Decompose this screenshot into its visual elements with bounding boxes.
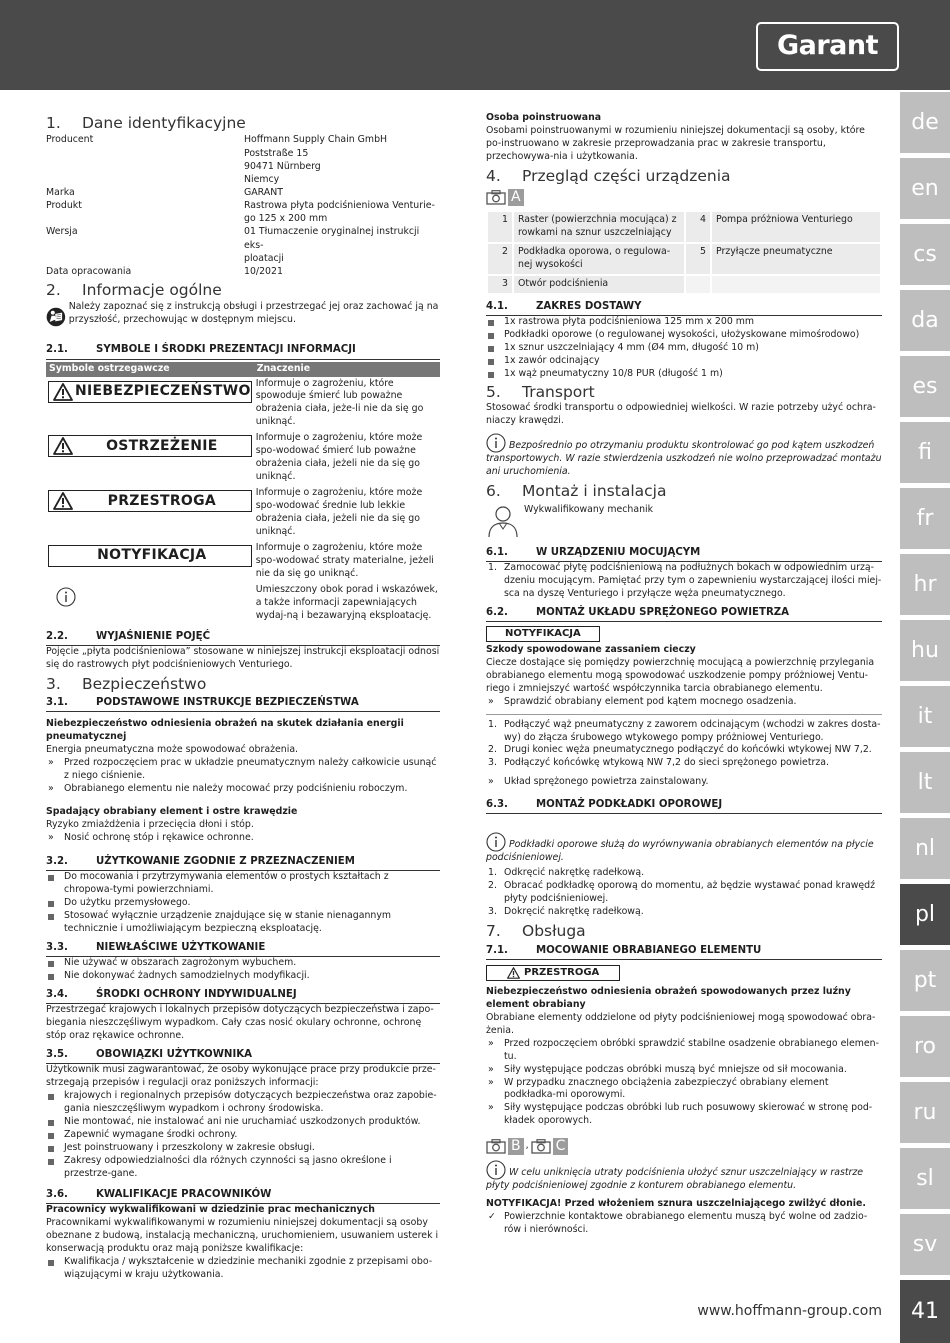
symbol-meaning: Informuje o zagrożeniu, które może spo-wodować śmierć lub poważne obrażenia ciała, jeżeli nie da się go uniknąć. [254, 431, 440, 486]
part-name: Pompa próżniowa Venturiego [711, 211, 881, 243]
hazard-text: Energia pneumatyczna może spowodować obrażenia. [46, 744, 299, 756]
step [486, 719, 882, 745]
symbol-cell [46, 377, 254, 431]
parts-row [487, 211, 881, 243]
step-number: 2. [488, 880, 497, 892]
meaning-col-header: Znaczenie [254, 362, 440, 377]
list-item: Nie używać w obszarach zagrożonym wybuchem. [46, 957, 440, 970]
stop-washer-steps [486, 867, 882, 919]
hazard-heading: Niebezpieczeństwo odniesienia obrażeń na skutek działania energii pneumatycznej [46, 718, 404, 743]
symbol-meaning: Informuje o zagrożeniu, które spowoduje śmierć lub poważne obrażenia ciała, jeże-li nie da się go uniknąć. [254, 377, 440, 431]
symbol-meaning: Umieszczony obok porad i wskazówek, a także informacji zapewniających wydaj-ną i bezawaryjną eksploatację. [254, 583, 440, 625]
section-heading: 3. Bezpieczeństwo [46, 674, 207, 693]
language-tab-fi[interactable]: fi [900, 420, 950, 483]
list-item: » Siły występujące podczas obróbki lub ruch posuwowy skierować w stronę pod-kładek oporowych. [486, 1102, 882, 1128]
language-tab-hr[interactable]: hr [900, 552, 950, 615]
parts-row [487, 275, 881, 294]
hazard-actions [46, 832, 440, 845]
notice-line: NOTYFIKACJA! Przed włożeniem sznura uszczelniającego zwilżyć dłonie. [486, 1198, 866, 1210]
warning-triangle-icon [53, 437, 73, 455]
signal-word: OSTRZEŻENIE [106, 437, 218, 454]
footer-url[interactable]: www.hoffmann-group.com [697, 1303, 882, 1319]
section-heading: 5. Transport [486, 383, 595, 402]
language-tab-en[interactable]: en [900, 156, 950, 219]
ident-label: Produkt [46, 200, 82, 212]
step-number: 3. [488, 906, 497, 918]
warning-triangle-icon [507, 967, 520, 979]
compressed-air-steps [486, 719, 882, 771]
instructed-text: Osobami poinstruowanymi w rozumieniu niniejszej dokumentacji są osoby, które po-instruowano w zakresie przeprowadzania prac w zakresie transportu, przechowywa-nia i użytkowania. [486, 124, 865, 162]
language-tab-da[interactable]: da [900, 288, 950, 351]
info-icon [486, 832, 506, 852]
section-heading: 7. Obsługa [486, 922, 586, 941]
step-number: 1. [488, 718, 497, 730]
step-text: Dokręcić nakrętkę radełkową. [504, 906, 644, 918]
signal-word-box [48, 545, 252, 567]
compressed-air-result [486, 776, 882, 789]
check-item: ✓ Powierzchnie kontaktowe obrabianego elementu muszą być wolne od zadzio-rów i nierówności. [486, 1211, 882, 1237]
step [486, 880, 882, 906]
ppe-text: Przestrzegać krajowych i lokalnych przepisów dotyczących bezpieczeństwa i zapo-biegania nieszczęśliwym wypadkom. Cały czas nosić okulary ochronne, ochronę stóp oraz rękawice ochronne. [46, 1004, 434, 1042]
list-item: 1x zawór odcinający [486, 355, 882, 368]
step [486, 757, 882, 770]
list-item: Do użytku przemysłowego. [46, 897, 440, 910]
part-number: 3 [487, 275, 513, 294]
language-tab-es[interactable]: es [900, 354, 950, 417]
list-item: Podkładki oporowe (o regulowanej wysokości, ułożyskowane mimośrodowo) [486, 329, 882, 342]
step-number: 2. [488, 744, 497, 756]
list-item: 1x sznur uszczelniający 4 mm (Ø4 mm, długość 10 m) [486, 342, 882, 355]
info-note-text: Bezpośrednio po otrzymaniu produktu skontrolować go pod kątem uszkodzeń transportowych. W razie stwierdzenia uszkodzeń nie wolno przeprowadzać montażu ani uruchomienia. [486, 440, 882, 478]
list-item: 1x wąż pneumatyczny 10/8 PUR (długość 1 m) [486, 368, 882, 381]
qualification-list [46, 1256, 440, 1282]
list-item: » Siły występujące podczas obróbki muszą być mniejsze od sił mocowania. [486, 1064, 882, 1077]
language-tab-lt[interactable]: lt [900, 750, 950, 813]
list-item: Jest poinstruowany i przeszkolony w zakresie obsługi. [46, 1142, 440, 1155]
definition-text: Pojęcie „płyta podciśnieniowa” stosowane w niniejszej instrukcji eksploatacji odnosi się do rastrowych płyt podciśnieniowych Venturiego. [46, 646, 440, 670]
language-tab-ro[interactable]: ro [900, 1014, 950, 1077]
symbol-row [46, 431, 440, 486]
section-heading: 6. Montaż i instalacja [486, 482, 667, 501]
info-note-text: W celu uniknięcia utraty podciśnienia ułożyć sznur uszczelniający w rastrze płyty podciśnieniowej zgodnie z konturem obrabianego elementu. [486, 1167, 864, 1192]
subsection-heading: 3.2. UŻYTKOWANIE ZGODNIE Z PRZEZNACZENIEM [46, 855, 440, 871]
hazard-text: Ryzyko zmiażdżenia i przecięcia dłoni i stóp. [46, 819, 254, 831]
section-heading: 2. Informacje ogólne [46, 281, 222, 300]
signal-word-box [48, 381, 252, 403]
part-name [711, 275, 881, 294]
step [486, 867, 882, 880]
mechanic-person-icon [486, 504, 520, 538]
subsection-heading: 3.4. ŚRODKI OCHRONY INDYWIDUALNEJ [46, 988, 440, 1004]
symbol-row [46, 541, 440, 583]
step-number: 3. [488, 757, 497, 769]
symbol-cell [46, 486, 254, 541]
list-item: » Układ sprężonego powietrza zainstalowany. [486, 776, 882, 789]
mounting-steps [486, 562, 882, 601]
part-name: Otwór podciśnienia [513, 275, 685, 294]
list-item: 1x rastrowa płyta podciśnieniowa 125 mm x 200 mm [486, 316, 882, 329]
step [486, 906, 882, 919]
qualified-person-label: Wykwalifikowany mechanik [524, 503, 654, 515]
language-tab-pt[interactable]: pt [900, 948, 950, 1011]
language-tab-cs[interactable]: cs [900, 222, 950, 285]
caution-text: Obrabiane elementy oddzielone od płyty podciśnieniowej mogą spowodować obra-żenia. [486, 1011, 876, 1036]
part-number: 2 [487, 243, 513, 275]
list-item: » Obrabianego elementu nie należy mocować przy podciśnieniu roboczym. [46, 783, 440, 796]
symbol-row [46, 377, 440, 431]
hazard-heading: Spadający obrabiany element i ostre krawędzie [46, 806, 298, 818]
list-item: Kwalifikacja / wykształcenie w dziedzinie mechaniki zgodnie z przepisami obo-wiązującymi w kraju użytkowania. [46, 1256, 440, 1282]
caution-heading: Niebezpieczeństwo odniesienia obrażeń spowodowanych przez luźny element obrabiany [486, 985, 851, 1010]
info-icon [486, 1160, 506, 1180]
warning-triangle-icon [53, 492, 73, 510]
operator-duties-list [46, 1090, 440, 1181]
figure-reference [486, 1138, 882, 1155]
ident-label: Producent [46, 134, 94, 146]
ident-label: Marka [46, 187, 75, 198]
camera-icon [486, 1139, 506, 1154]
intended-use-list [46, 871, 440, 936]
list-item: krajowych i regionalnych przepisów dotyczących bezpieczeństwa oraz zapobie-gania nieszczęśliwym wypadkom i ochrony środowiska. [46, 1090, 440, 1116]
info-icon [486, 433, 506, 453]
symbol-meaning: Informuje o zagrożeniu, które może spo-wodować średnie lub lekkie obrażenia ciała, jeżeli nie da się go uniknąć. [254, 486, 440, 541]
symbol-row [46, 486, 440, 541]
list-item: » Przed rozpoczęciem obróbki sprawdzić stabilne osadzenie obrabianego elemen-tu. [486, 1038, 882, 1064]
caution-badge [486, 965, 620, 981]
figure-reference [486, 189, 882, 206]
part-number: 1 [487, 211, 513, 243]
list-item: » Nosić ochronę stóp i rękawice ochronne. [46, 832, 440, 845]
step-text: Podłączyć wąż pneumatyczny z zaworem odcinającym (wchodzi w zakres dosta-wy) do złącza śrubowego wtykowego pompy próżniowej Venturiego. [504, 718, 881, 743]
ident-label: Wersja [46, 226, 78, 238]
step [486, 562, 882, 601]
figure-letter: B [508, 1138, 524, 1155]
signal-word: NOTYFIKACJA [97, 547, 207, 564]
section-heading: 4. Przegląd części urządzenia [486, 166, 731, 185]
info-icon [56, 587, 76, 607]
ident-label: Data opracowania [46, 265, 132, 277]
signal-word-box [48, 435, 252, 457]
figure-letter: A [508, 189, 524, 206]
manual-note-text: Należy zapoznać się z instrukcją obsługi i przestrzegać jej oraz zachować ją na przyszłość, przechowując w dostępnym miejscu. [68, 301, 439, 326]
parts-row [487, 243, 881, 275]
signal-word: NIEBEZPIECZEŃSTWO [75, 382, 251, 399]
step-text: Obracać podkładkę oporową do momentu, aż będzie wystawać ponad krawędź płyty podciśnieniowej. [504, 880, 876, 905]
subsection-heading: 2.1. SYMBOLE I ŚRODKI PREZENTACJI INFORMACJI [46, 343, 440, 359]
header-bar [0, 0, 950, 90]
list-item: Zapewnić wymagane środki ochrony. [46, 1129, 440, 1142]
qualified-person [486, 504, 882, 538]
subsection-heading: 6.2. MONTAŻ UKŁADU SPRĘŻONEGO POWIETRZA [486, 606, 882, 622]
subsection-heading: 7.1. MOCOWANIE OBRABIANEGO ELEMENTU [486, 944, 882, 960]
step-number: 1. [488, 867, 497, 879]
language-tab-it[interactable]: it [900, 684, 950, 747]
info-note [486, 433, 882, 479]
part-number [685, 275, 711, 294]
language-tab-de[interactable]: de [900, 90, 950, 153]
subsection-heading: 3.1. PODSTAWOWE INSTRUKCJE BEZPIECZEŃSTWA [46, 696, 440, 712]
info-note-text: Podkładki oporowe służą do wyrównywania obrabianych elementów na płycie podciśnieniowej. [486, 839, 874, 864]
subsection-heading: 2.2. WYJAŚNIENIE POJĘĆ [46, 630, 440, 646]
subsection-heading: 3.6. KWALIFIKACJE PRACOWNIKÓW [46, 1188, 440, 1204]
list-item: Zakresy odpowiedzialności dla różnych czynności są jasno określone i przestrze-gane. [46, 1155, 440, 1181]
figure-letter: C [553, 1138, 569, 1155]
notice-text: Ciecze dostające się pomiędzy powierzchnię mocującą a powierzchnię przylegania obrabianego elementu mogą spowodować uszkodzenie pompy próżniowej Ventu-riego i zmniejszyć wartość współczynnika tarcia obrabianego elementu. [486, 656, 875, 694]
part-number: 5 [685, 243, 711, 275]
ident-value: GARANT [244, 187, 283, 198]
language-tab-sl[interactable]: sl [900, 1146, 950, 1209]
ident-value: 10/2021 [244, 265, 283, 277]
language-tab-fr[interactable]: fr [900, 486, 950, 549]
identification-table [46, 133, 440, 278]
list-item: Stosować wyłącznie urządzenie znajdujące się w stanie nienagannym technicznie i umożliwiającym bezpieczną eksploatację. [46, 910, 440, 936]
step-text: Zamocować płytę podciśnieniową na podłużnych bokach w odpowiednim urzą-dzeniu mocującym. Pamiętać przy tym o zapewnieniu wystarczającej ilości miej-sca na dyszę Venturiego i przyłącze węża pneumatycznego. [504, 561, 882, 599]
notice-heading: Szkody spowodowane zassaniem cieczy [486, 643, 696, 655]
list-item: Nie montować, nie instalować ani nie uruchamiać uszkodzonych produktów. [46, 1116, 440, 1129]
signal-word: PRZESTROGA [107, 492, 217, 509]
figure-separator: , [525, 1140, 529, 1152]
info-note [486, 832, 882, 865]
misuse-list [46, 957, 440, 983]
camera-icon [531, 1139, 551, 1154]
section-heading: 1. Dane identyfikacyjne [46, 114, 246, 132]
list-item: » Przed rozpoczęciem prac w układzie pneumatycznym należy całkowicie usunąć z niego ciśnienie. [46, 757, 440, 783]
symbol-row [46, 583, 440, 625]
parts-table [486, 210, 882, 295]
ident-value: Hoffmann Supply Chain GmbH Poststraße 15 90471 Nürnberg Niemcy [244, 134, 388, 185]
camera-icon [486, 190, 506, 205]
manual-note [46, 301, 440, 333]
language-tab-pl[interactable]: pl [900, 882, 950, 945]
notice-actions [486, 696, 882, 709]
part-name: Przyłącze pneumatyczne [711, 243, 881, 275]
step-text: Drugi koniec węża pneumatycznego podłączyć do końcówki wtykowej NW 7,2. [504, 744, 872, 756]
operator-duties-text: Użytkownik musi zagwarantować, że osoby wykonujące prace przy produkcie prze-strzegają przepisów i regulacji oraz poniższych informacji: [46, 1064, 436, 1089]
symbol-cell [46, 583, 254, 625]
language-tab-hu[interactable]: hu [900, 618, 950, 681]
subsection-heading: 4.1. ZAKRES DOSTAWY [486, 300, 882, 316]
garant-logo: Garant [756, 22, 899, 71]
signal-word-box [48, 490, 252, 512]
left-column [46, 112, 440, 1282]
ident-value: Rastrowa płyta podciśnieniowa Venturie- go 125 x 200 mm [244, 200, 435, 225]
read-manual-icon [46, 301, 66, 333]
list-item: Nie dokonywać żadnych samodzielnych modyfikacji. [46, 970, 440, 983]
subsection-heading: 3.5. OBOWIĄZKI UŻYTKOWNIKA [46, 1048, 440, 1064]
list-item: » Sprawdzić obrabiany element pod kątem mocnego osadzenia. [486, 696, 882, 709]
symbols-table [46, 362, 440, 625]
subsection-heading: 6.3. MONTAŻ PODKŁADKI OPOROWEJ [486, 798, 882, 814]
caution-badge-label: PRZESTROGA [524, 966, 600, 978]
language-tab-nl[interactable]: nl [900, 816, 950, 879]
qualification-heading: Pracownicy wykwalifikowani w dziedzinie prac mechanicznych [46, 1203, 375, 1215]
symbols-col-header: Symbole ostrzegawcze [46, 362, 254, 377]
language-tab-ru[interactable]: ru [900, 1080, 950, 1143]
hazard-actions [46, 757, 440, 796]
subsection-heading: 3.3. NIEWŁAŚCIWE UŻYTKOWANIE [46, 941, 440, 957]
subsection-heading: 6.1. W URZĄDZENIU MOCUJĄCYM [486, 546, 882, 562]
instructed-heading: Osoba poinstruowana [486, 112, 602, 123]
info-note [486, 1160, 882, 1193]
language-tab-sv[interactable]: sv [900, 1212, 950, 1275]
page-number: 41 [900, 1280, 950, 1343]
scope-of-delivery-list [486, 316, 882, 381]
list-item: Do mocowania i przytrzymywania elementów o prostych kształtach z chropowa-tymi powierzchniami. [46, 871, 440, 897]
transport-text: Stosować środki transportu o odpowiedniej wielkości. W razie potrzeby użyć ochra-niaczy krawędzi. [486, 402, 876, 427]
step [486, 744, 882, 757]
symbol-cell [46, 431, 254, 486]
step-number: 1. [488, 561, 497, 573]
part-name: Podkładka oporowa, o regulowa-nej wysokości [513, 243, 685, 275]
warning-triangle-icon [53, 383, 73, 401]
step-text: Podłączyć końcówkę wtykową NW 7,2 do sieci sprężonego powietrza. [504, 757, 830, 769]
symbol-meaning: Informuje o zagrożeniu, które może spo-wodować straty materialne, jeżeli nie da się go uniknąć. [254, 541, 440, 583]
caution-actions [486, 1038, 882, 1129]
part-number: 4 [685, 211, 711, 243]
symbol-cell [46, 541, 254, 583]
step-text: Odkręcić nakrętkę radełkową. [504, 867, 645, 879]
list-item: » W przypadku znacznego obciążenia zabezpieczyć obrabiany element podkładka-mi oporowymi. [486, 1077, 882, 1103]
notice-badge: NOTYFIKACJA [486, 626, 600, 642]
check-list [486, 1211, 882, 1237]
qualification-text: Pracownikami wykwalifikowanymi w rozumieniu niniejszej dokumentacji są osoby obeznane z budową, instalacją mechaniczną, uruchomieniem, usuwaniem usterek i konserwacją produktu oraz mają poniższe kwalifikacje: [46, 1216, 439, 1254]
ident-value: 01 Tłumaczenie oryginalnej instrukcji eks- ploatacji [244, 226, 420, 264]
right-column [486, 112, 882, 1237]
part-name: Raster (powierzchnia mocująca) z rowkami na sznur uszczelniający [513, 211, 685, 243]
